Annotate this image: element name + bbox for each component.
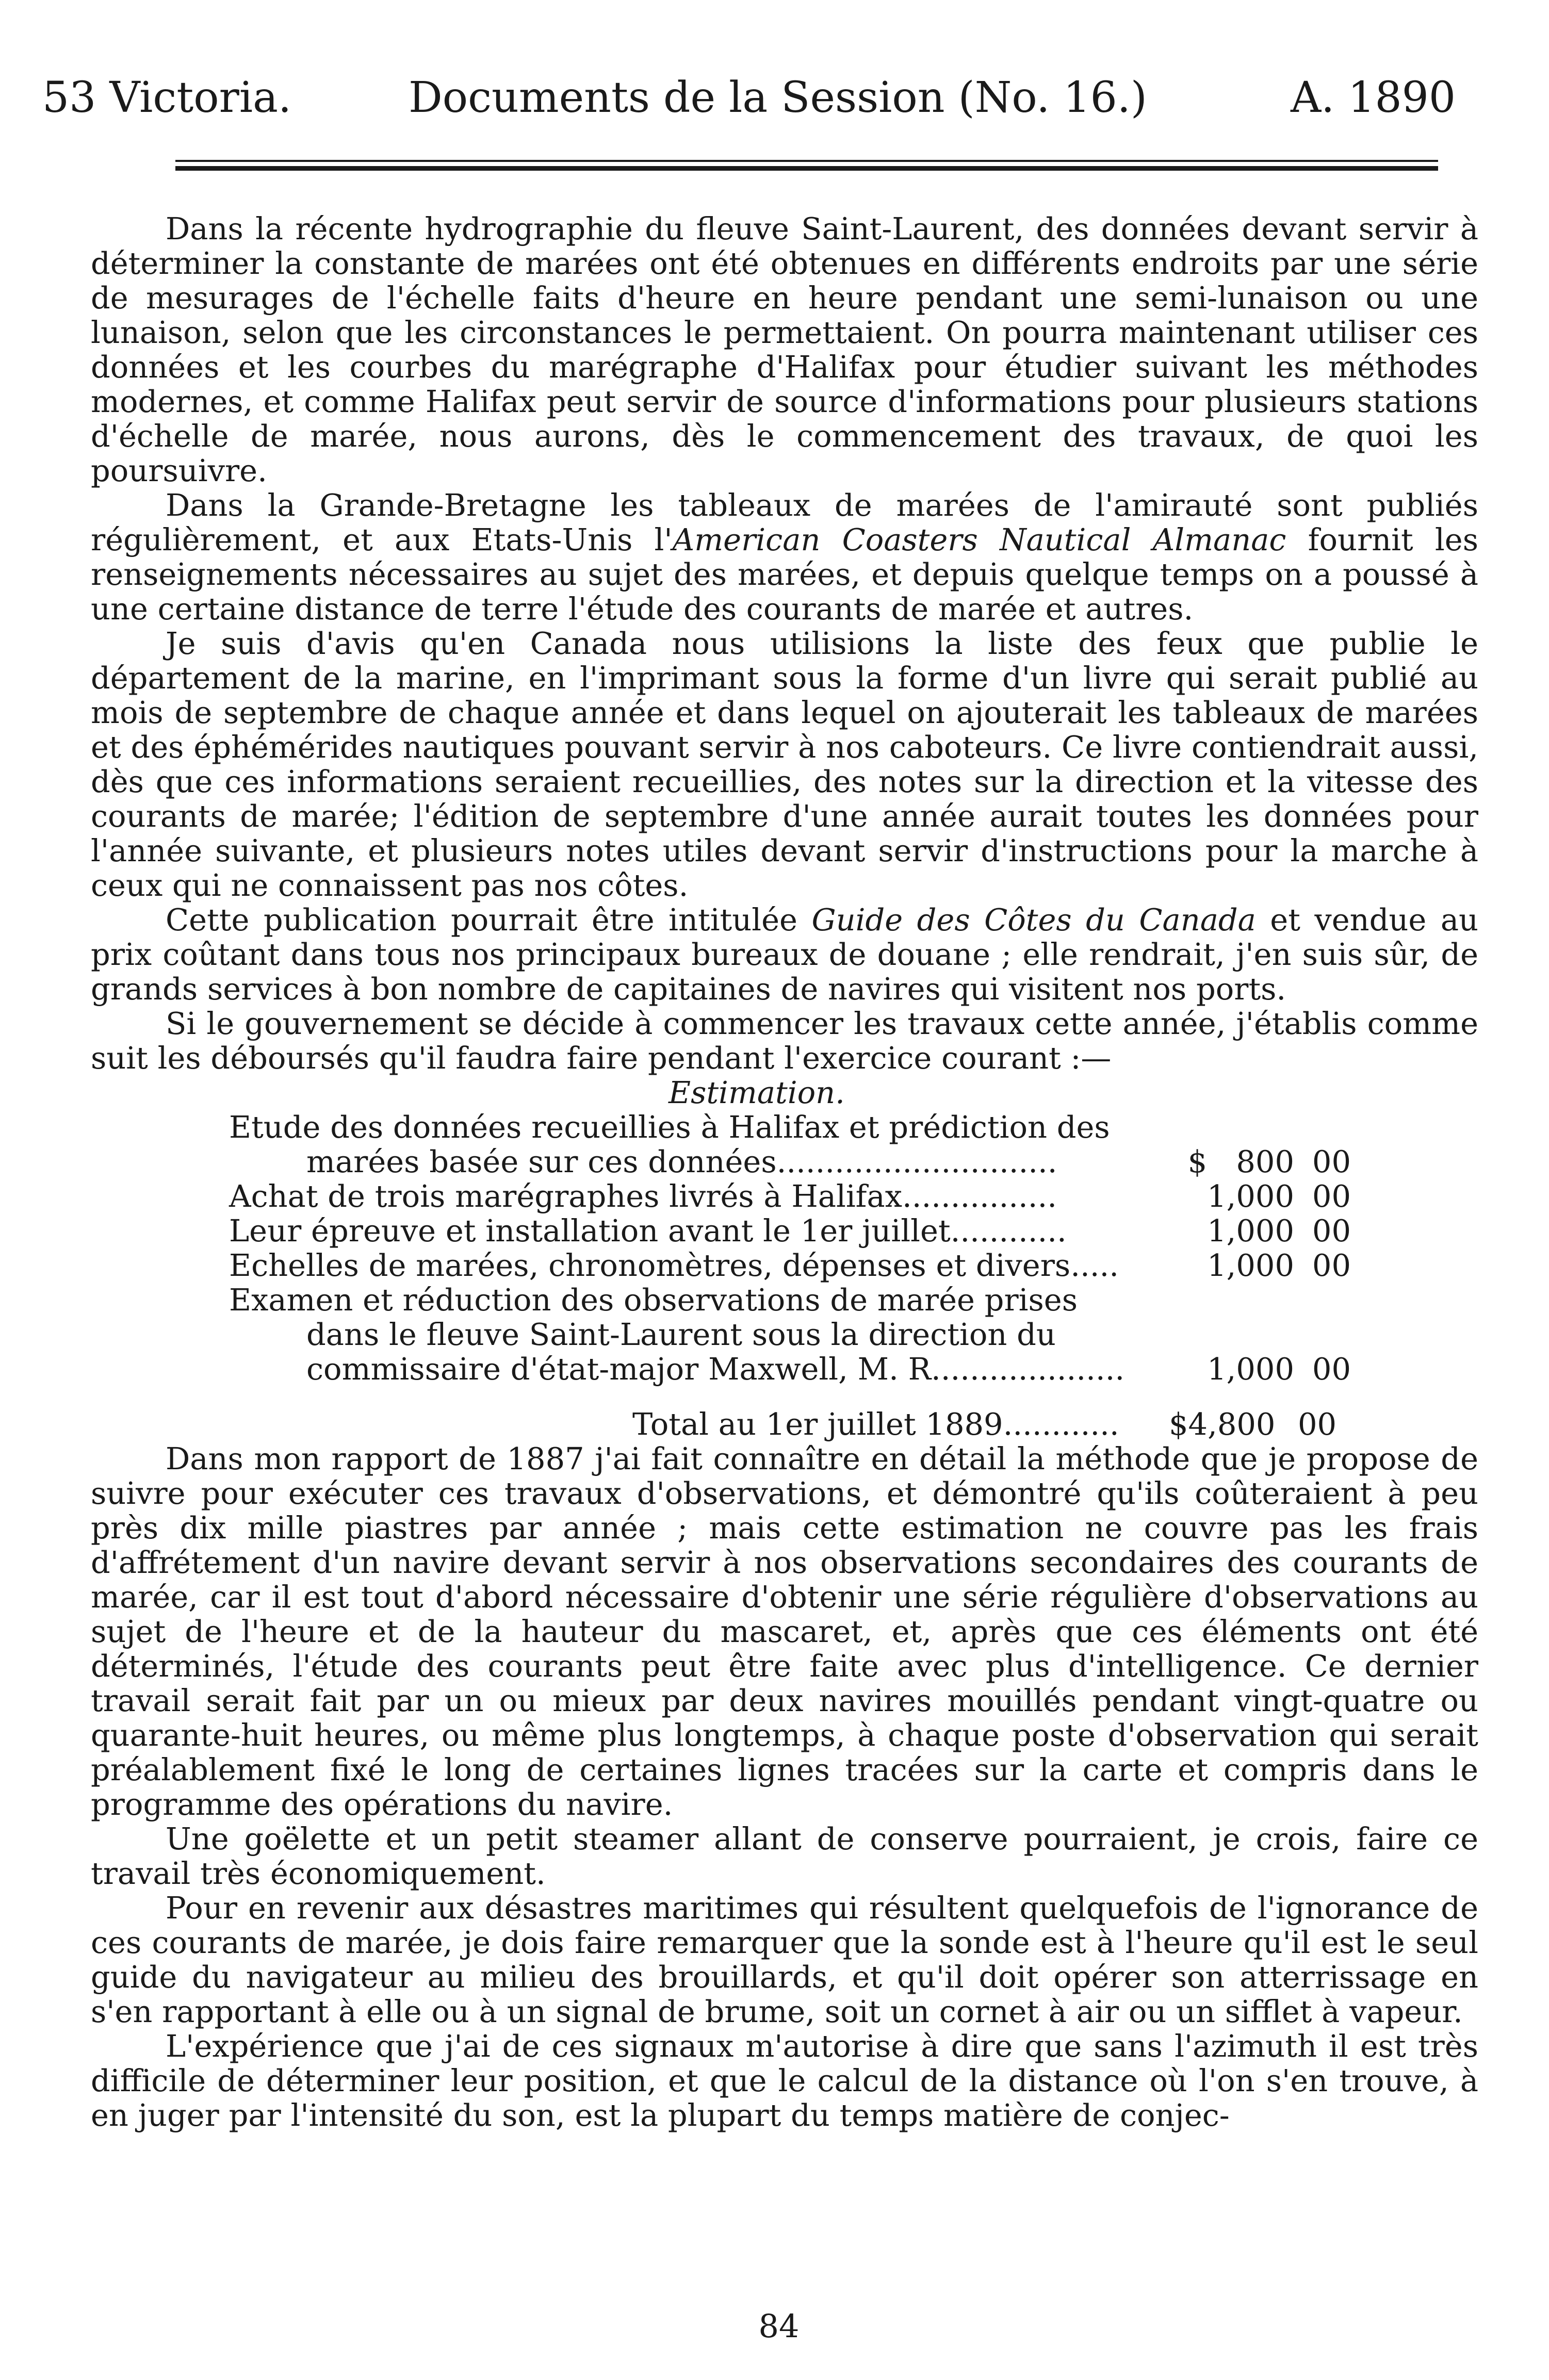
estimate-row	[91, 1283, 1478, 1317]
estimate-row-amount	[1139, 1144, 1294, 1179]
header-year: A. 1890	[1290, 73, 1456, 122]
estimate-row	[91, 1144, 1478, 1179]
paragraph-experience: L'expérience que j'ai de ces signaux m'autorise à dire que sans l'azimuth il est très difficile de déterminer leur position, et que le calcul de la distance où l'on s'en trouve, à en juger par l'intensité du son, est la plupart du temps matière de conjec-	[91, 2028, 1478, 2133]
body-text	[91, 211, 1478, 2132]
estimate-row	[91, 1110, 1478, 1144]
paragraph-liste-des-feux: Je suis d'avis qu'en Canada nous utilisions la liste des feux que publie le département de la marine, en l'imprimant sous la forme d'un livre qui serait publié au mois de septembre de chaque année et dans lequel on ajouterait les tableaux de marées et des éphémérides nautiques pouvant servir à nos caboteurs. Ce livre contiendrait aussi, dès que ces informations seraient recueillies, des notes sur la direction et la vitesse des courants de marée; l'édition de septembre d'une année aurait toutes les données pour l'année suivante, et plusieurs notes utiles devant servir d'instructions pour la marche à ceux qui ne connaissent pas nos côtes.	[91, 626, 1478, 903]
almanac-title: American Coasters Nautical Almanac	[672, 522, 1286, 557]
estimate-row-amount: 1,000	[1207, 1178, 1294, 1214]
paragraph-goelette: Une goëlette et un petit steamer allant de conserve pourraient, je crois, faire ce travail très économiquement.	[91, 1821, 1478, 1891]
estimate-table	[91, 1075, 1478, 1441]
estimate-row-desc: Leur épreuve et installation avant le 1er juillet............	[229, 1213, 1067, 1249]
estimate-row	[91, 1352, 1478, 1386]
estimate-row-desc: dans le fleuve Saint-Laurent sous la direction du	[306, 1317, 1056, 1352]
paragraph-hydrographie: Dans la récente hydrographie du fleuve Saint-Laurent, des données devant servir à déterminer la constante de marées ont été obtenues en différents endroits par une série de mesurages de l'échelle faits d'heure en heure pendant une semi-lunaison ou une lunaison, selon que les circonstances le permettaient. On pourra maintenant utiliser ces données et les courbes du marégraphe d'Halifax pour étudier suivant les méthodes modernes, et comme Halifax peut servir de source d'informations pour plusieurs stations d'échelle de marée, nous aurons, dès le commencement des travaux, de quoi les poursuivre.	[91, 211, 1478, 488]
paragraph-grande-bretagne-text-a: Dans la Grande-Bretagne les tableaux de marées de l'amirauté sont publiés régulièrement, et aux Etats-Unis l'	[91, 487, 1478, 557]
page-number: 84	[758, 2307, 800, 2345]
estimate-row-amount: 1,000	[1207, 1213, 1294, 1249]
estimate-row-desc: commissaire d'état-major Maxwell, M. R....................	[306, 1351, 1125, 1387]
estimate-row	[91, 1317, 1478, 1352]
paragraph-grande-bretagne-text-b: fournit les renseignements nécessaires au sujet des marées, et depuis quelque temps on a poussé à une certaine distance de terre l'étude des courants de marée et autres.	[91, 522, 1478, 627]
currency-sign: $	[1187, 1144, 1208, 1179]
paragraph-publication-text-b: et vendue au prix coûtant dans tous nos principaux bureaux de douane ; elle rendrait, j'en suis sûr, de grands services à bon nombre de capitaines de navires qui visitent nos ports.	[91, 902, 1479, 1007]
paragraph-grande-bretagne	[91, 488, 1478, 626]
estimate-total-cents: 00	[1298, 1406, 1337, 1442]
header-title: Documents de la Session (No. 16.)	[409, 73, 1147, 122]
header-volume: 53 Victoria.	[42, 73, 292, 122]
estimate-row-desc: Achat de trois marégraphes livrés à Halifax................	[229, 1178, 1057, 1214]
estimate-total-amount: $4,800	[1169, 1406, 1276, 1442]
estimate-row-desc: Etude des données recueillies à Halifax et prédiction des	[229, 1109, 1110, 1145]
header-rule-thick	[175, 166, 1438, 171]
paragraph-publication	[91, 902, 1478, 1006]
amount-value: 800	[1236, 1144, 1294, 1179]
estimate-row-cents: 00	[1312, 1213, 1351, 1249]
paragraph-publication-text-a: Cette publication pourrait être intitulée	[166, 902, 812, 938]
estimate-row-cents: 00	[1312, 1144, 1351, 1179]
paragraph-desastres: Pour en revenir aux désastres maritimes qui résultent quelquefois de l'ignorance de ces courants de marée, je dois faire remarquer que la sonde est à l'heure qu'il est le seul guide du navigateur au milieu des brouillards, et qu'il doit opérer son atterrissage en s'en rapportant à elle ou à un signal de brume, soit un cornet à air ou un sifflet à vapeur.	[91, 1890, 1478, 2029]
estimate-title: Estimation.	[668, 1075, 845, 1110]
paragraph-rapport-1887: Dans mon rapport de 1887 j'ai fait connaître en détail la méthode que je propose de suivre pour exécuter ces travaux d'observations, et démontré qu'ils coûteraient à peu près dix mille piastres par année ; mais cette estimation ne couvre pas les frais d'affrétement d'un navire devant servir à nos observations secondaires des courants de marée, car il est tout d'abord nécessaire d'obtenir une série régulière d'observations au sujet de l'heure et de la hauteur du mascaret, et, après que ces éléments ont été déterminés, l'étude des courants peut être faite avec plus d'intelligence. Ce dernier travail serait fait par un ou mieux par deux navires mouillés pendant vingt-quatre ou quarante-huit heures, ou même plus longtemps, à chaque poste d'observation qui serait préalablement fixé le long de certaines lignes tracées sur la carte et compris dans le programme des opérations du navire.	[91, 1441, 1478, 1822]
header-rule-thin	[175, 160, 1438, 162]
estimate-row-desc: Examen et réduction des observations de marée prises	[229, 1282, 1078, 1318]
estimate-row-cents: 00	[1312, 1248, 1351, 1283]
estimate-row-cents: 00	[1312, 1178, 1351, 1214]
estimate-row-amount: 1,000	[1207, 1351, 1294, 1387]
page-header	[42, 72, 1456, 124]
estimate-row	[91, 1213, 1478, 1248]
paragraph-gouvernement: Si le gouvernement se décide à commencer les travaux cette année, j'établis comme suit les déboursés qu'il faudra faire pendant l'exercice courant :—	[91, 1006, 1478, 1076]
estimate-total	[91, 1407, 1478, 1441]
estimate-row-cents: 00	[1312, 1351, 1351, 1387]
estimate-row-desc: marées basée sur ces données.............................	[306, 1144, 1057, 1179]
estimate-row-amount: 1,000	[1207, 1248, 1294, 1283]
estimate-row	[91, 1248, 1478, 1283]
estimate-row	[91, 1179, 1478, 1213]
estimate-total-label: Total au 1er juillet 1889............	[632, 1406, 1119, 1442]
estimate-row-desc: Echelles de marées, chronomètres, dépenses et divers.....	[229, 1248, 1119, 1283]
guide-title: Guide des Côtes du Canada	[811, 902, 1256, 938]
